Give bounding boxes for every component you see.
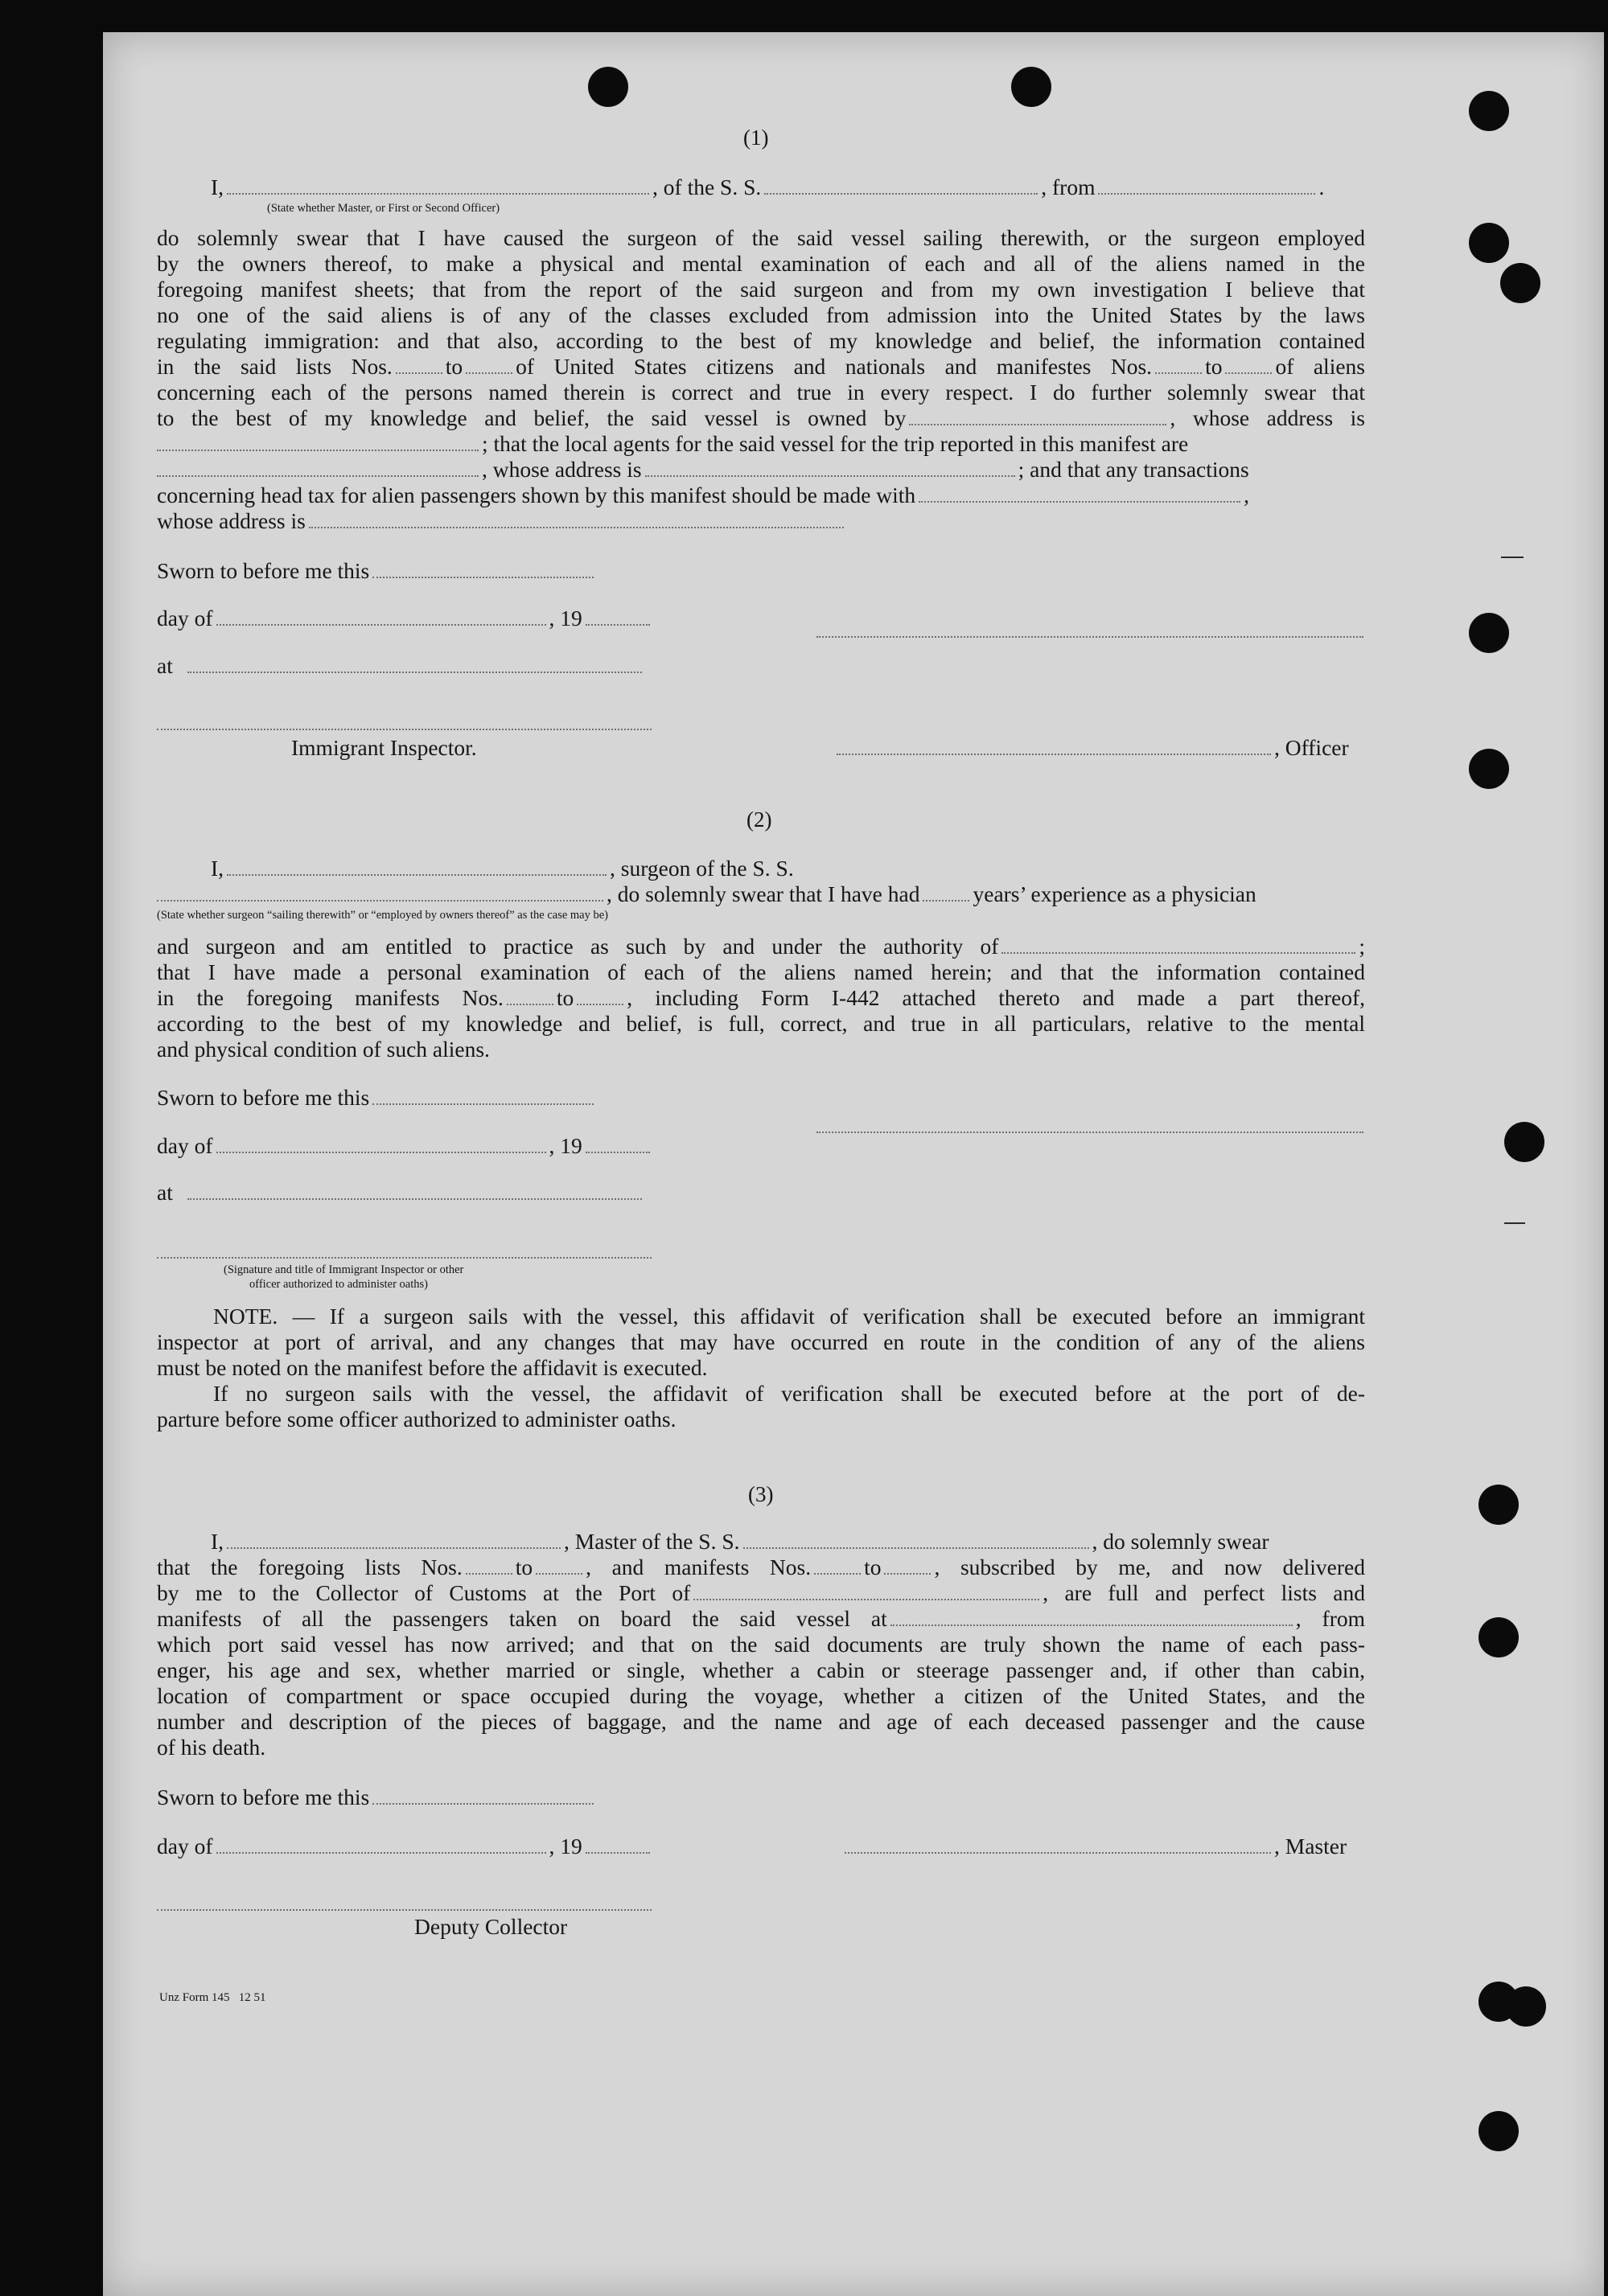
- oath-line: I, , of the S. S. , from .: [211, 175, 1325, 199]
- blank-field[interactable]: [466, 1555, 512, 1575]
- note-line: If no surgeon sails with the vessel, the affidavit of verification shall be executed before at the port of de-: [213, 1381, 1365, 1406]
- paragraph-line: manifests of all the passengers taken on board the said vessel at , from: [157, 1606, 1365, 1631]
- inspector-label: Immigrant Inspector.: [291, 735, 477, 760]
- blank-field[interactable]: [187, 1181, 642, 1200]
- deputy-label: Deputy Collector: [414, 1914, 568, 1939]
- blank-field[interactable]: [187, 654, 642, 673]
- note-line: NOTE. — If a surgeon sails with the vessel, this affidavit of verification shall be executed before an immigrant: [213, 1304, 1365, 1329]
- punch-hole: [1506, 1986, 1546, 2027]
- oath-line: I, , Master of the S. S. , do solemnly swear: [211, 1529, 1269, 1554]
- paragraph-line: concerning head tax for alien passengers shown by this manifest should be made with ,: [157, 483, 1250, 507]
- section-number: (2): [746, 807, 772, 832]
- blank-field[interactable]: [216, 606, 546, 626]
- paragraph-line: enger, his age and sex, whether married or single, whether a cabin or steerage passenger and, if other than cabin,: [157, 1657, 1365, 1682]
- blank-field[interactable]: [837, 736, 1271, 755]
- note-line: must be noted on the manifest before the affidavit is executed.: [157, 1355, 708, 1380]
- paragraph-line: in the foregoing manifests Nos. to , including Form I-442 attached thereto and made a part thereof,: [157, 985, 1366, 1010]
- day-line: day of , 19: [157, 1133, 653, 1159]
- paragraph-line: of his death.: [157, 1735, 266, 1760]
- blank-field[interactable]: [309, 509, 844, 528]
- blank-field[interactable]: [216, 1134, 546, 1153]
- section-number: (3): [748, 1482, 774, 1506]
- blank-field[interactable]: [1098, 175, 1315, 195]
- blank-field[interactable]: [743, 1530, 1089, 1549]
- punch-hole: [1469, 749, 1509, 789]
- paragraph-line: in the said lists Nos. to of United States citizens and nationals and manifestes Nos. to of aliens: [157, 354, 1366, 379]
- edge-mark: [1504, 1222, 1525, 1224]
- blank-field[interactable]: [845, 1834, 1271, 1854]
- field-note: (State whether surgeon “sailing therewith” or “employed by owners thereof” as the case may be): [157, 909, 608, 922]
- paragraph-line: concerning each of the persons named therein is correct and true in every respect. I do further solemnly swear that: [157, 380, 1365, 405]
- blank-field[interactable]: [372, 1086, 594, 1105]
- paragraph-line: regulating immigration: and that also, according to the best of my knowledge and belief, the information contained: [157, 328, 1365, 353]
- section-number: (1): [743, 125, 769, 150]
- blank-field[interactable]: [507, 986, 553, 1005]
- blank-field[interactable]: [645, 458, 1015, 477]
- signature-line[interactable]: [157, 1256, 652, 1259]
- signature-caption: (Signature and title of Immigrant Inspector or other: [224, 1263, 464, 1276]
- paragraph-line: which port said vessel has now arrived; and that on the said documents are truly shown the name of each pass-: [157, 1632, 1365, 1657]
- punch-hole: [1478, 1485, 1519, 1525]
- punch-hole: [1011, 67, 1051, 107]
- signature-line[interactable]: [816, 635, 1363, 638]
- blank-field[interactable]: [372, 559, 594, 578]
- punch-hole: [1478, 2111, 1519, 2151]
- field-note: (State whether Master, or First or Second Officer): [267, 202, 500, 215]
- blank-field[interactable]: [1001, 934, 1355, 954]
- sworn-line: Sworn to before me this: [157, 1085, 597, 1111]
- blank-field[interactable]: [372, 1785, 594, 1805]
- blank-field[interactable]: [919, 483, 1240, 503]
- paragraph-line: foregoing manifest sheets; that from the report of the said surgeon and from my own investigation I believe that: [157, 277, 1365, 302]
- paragraph-line: location of compartment or space occupied during the voyage, whether a citizen of the United States, and the: [157, 1683, 1365, 1708]
- blank-field[interactable]: [227, 175, 649, 195]
- paragraph-line: and surgeon and am entitled to practice as such by and under the authority of ;: [157, 934, 1365, 959]
- blank-field[interactable]: [693, 1581, 1039, 1600]
- officer-line: , Officer: [837, 735, 1349, 761]
- day-line: day of , 19: [157, 606, 653, 631]
- blank-field[interactable]: [157, 882, 603, 902]
- at-line: at: [157, 653, 645, 679]
- paragraph-line: by me to the Collector of Customs at the Port of , are full and perfect lists and: [157, 1580, 1365, 1605]
- paragraph-line: to the best of my knowledge and belief, the said vessel is owned by , whose address is: [157, 405, 1365, 430]
- punch-hole: [1469, 613, 1509, 653]
- paragraph-line: according to the best of my knowledge and belief, is full, correct, and true in all particulars, relative to the mental: [157, 1011, 1365, 1036]
- form-number: Unz Form 145 12 51: [159, 1991, 266, 2004]
- note-line: parture before some officer authorized to administer oaths.: [157, 1407, 677, 1431]
- blank-field[interactable]: [586, 1134, 650, 1153]
- blank-field[interactable]: [586, 606, 650, 626]
- punch-hole: [1469, 223, 1509, 263]
- blank-field[interactable]: [884, 1555, 931, 1575]
- blank-field[interactable]: [227, 1530, 561, 1549]
- signature-line[interactable]: [157, 1908, 652, 1911]
- signature-line[interactable]: [157, 728, 652, 730]
- punch-hole: [588, 67, 628, 107]
- signature-line[interactable]: [816, 1131, 1363, 1133]
- blank-field[interactable]: [814, 1555, 861, 1575]
- master-line: , Master: [845, 1834, 1347, 1859]
- blank-field[interactable]: [909, 406, 1166, 425]
- blank-field[interactable]: [1155, 355, 1202, 374]
- blank-field[interactable]: [923, 882, 969, 902]
- blank-field[interactable]: [890, 1607, 1293, 1626]
- punch-hole: [1478, 1617, 1519, 1657]
- paragraph-line: , whose address is ; and that any transactions: [157, 457, 1249, 483]
- blank-field[interactable]: [157, 458, 479, 477]
- oath-line: I, , surgeon of the S. S.: [211, 856, 794, 881]
- blank-field[interactable]: [1225, 355, 1272, 374]
- oath-line: , do solemnly swear that I have had years’ experience as a physician: [157, 881, 1256, 907]
- paragraph-line: that I have made a personal examination of each of the aliens named herein; and that the information contained: [157, 959, 1365, 984]
- paragraph-line: and physical condition of such aliens.: [157, 1037, 490, 1062]
- blank-field[interactable]: [586, 1834, 650, 1854]
- punch-hole: [1500, 263, 1540, 303]
- punch-hole: [1504, 1122, 1544, 1162]
- blank-field[interactable]: [396, 355, 442, 374]
- blank-field[interactable]: [577, 986, 623, 1005]
- paragraph-line: whose address is: [157, 508, 847, 534]
- paragraph-line: no one of the said aliens is of any of the classes excluded from admission into the United States by the laws: [157, 302, 1365, 327]
- paragraph-line: by the owners thereof, to make a physical and mental examination of each and all of the aliens named in the: [157, 251, 1365, 276]
- edge-mark: [1501, 557, 1524, 558]
- blank-field[interactable]: [466, 355, 512, 374]
- at-line: at: [157, 1180, 645, 1206]
- paragraph-line: that the foregoing lists Nos. to , and manifests Nos. to , subscribed by me, and now delivered: [157, 1555, 1365, 1579]
- blank-field[interactable]: [216, 1834, 546, 1854]
- punch-hole: [1469, 91, 1509, 131]
- sworn-line: Sworn to before me this: [157, 558, 597, 584]
- blank-field[interactable]: [227, 856, 607, 876]
- blank-field[interactable]: [536, 1555, 582, 1575]
- day-line: day of , 19: [157, 1834, 653, 1859]
- paragraph-line: number and description of the pieces of baggage, and the name and age of each deceased passenger and the cause: [157, 1709, 1365, 1734]
- paragraph-line: ; that the local agents for the said vessel for the trip reported in this manifest are: [157, 431, 1188, 457]
- note-line: inspector at port of arrival, and any changes that may have occurred en route in the condition of any of the aliens: [157, 1329, 1365, 1354]
- blank-field[interactable]: [157, 432, 479, 451]
- sworn-line: Sworn to before me this: [157, 1785, 597, 1810]
- signature-caption: officer authorized to administer oaths): [249, 1278, 428, 1291]
- paragraph-line: do solemnly swear that I have caused the surgeon of the said vessel sailing therewith, or the surgeon employed: [157, 225, 1365, 250]
- blank-field[interactable]: [764, 175, 1038, 195]
